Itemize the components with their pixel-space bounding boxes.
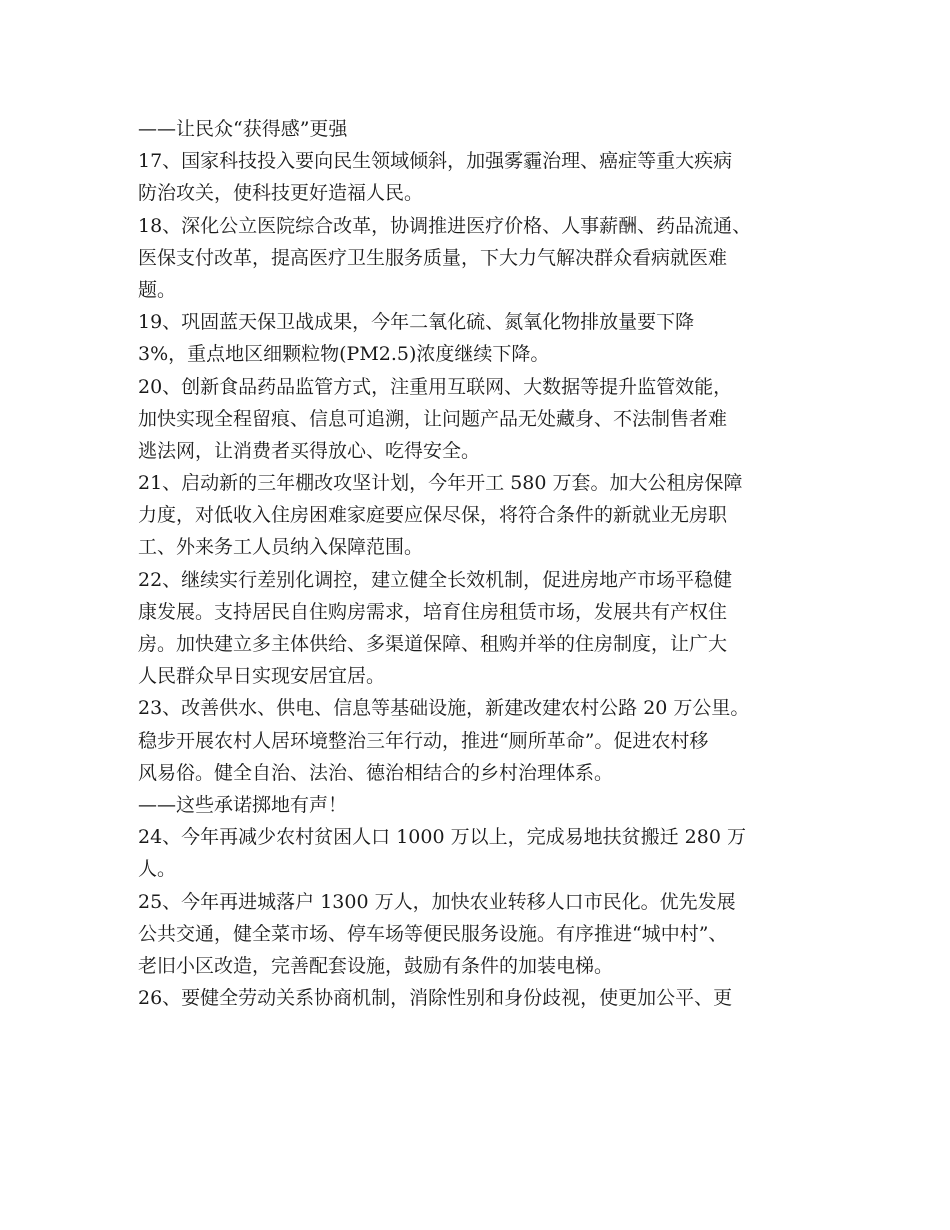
text-line: 公共交通，健全菜市场、停车场等便民服务设施。有序推进“城中村”、 (138, 922, 728, 945)
text-line: 工、外来务工人员纳入保障范围。 (138, 536, 424, 559)
text-line: 23、改善供水、供电、信息等基础设施，新建改建农村公路 20 万公里。 (138, 697, 750, 720)
text-line: 稳步开展农村人居环境整治三年行动，推进“厕所革命”。促进农村移 (138, 729, 709, 752)
text-line: 康发展。支持居民自住购房需求，培育住房租赁市场，发展共有产权住 (138, 600, 728, 623)
text-line: 19、巩固蓝天保卫战成果，今年二氧化硫、氮氧化物排放量要下降 (138, 311, 695, 334)
text-line: 25、今年再进城落户 1300 万人，加快农业转移人口市民化。优先发展 (138, 890, 736, 913)
text-line: 20、创新食品药品监管方式，注重用互联网、大数据等提升监管效能， (138, 375, 733, 398)
text-line: 22、继续实行差别化调控，建立健全长效机制，促进房地产市场平稳健 (138, 568, 733, 591)
text-line: 防治攻关，使科技更好造福人民。 (138, 182, 424, 205)
text-line: 24、今年再减少农村贫困人口 1000 万以上，完成易地扶贫搬迁 280 万 (138, 826, 746, 849)
section-heading: ——让民众“获得感”更强 (138, 118, 348, 140)
text-line: 老旧小区改造，完善配套设施，鼓励有条件的加装电梯。 (138, 954, 614, 977)
text-line: 逃法网，让消费者买得放心、吃得安全。 (138, 439, 481, 462)
text-line: 18、深化公立医院综合改革，协调推进医疗价格、人事薪酬、药品流通、 (138, 214, 752, 237)
section-heading: ——这些承诺掷地有声！ (138, 793, 348, 816)
text-line: 房。加快建立多主体供给、多渠道保障、租购并举的住房制度，让广大 (138, 633, 728, 655)
text-line: 3%，重点地区细颗粒物(PM2.5)浓度继续下降。 (138, 343, 550, 366)
document-page (138, 113, 818, 1014)
text-line: 加快实现全程留痕、信息可追溯，让问题产品无处藏身、不法制售者难 (138, 407, 728, 430)
text-line: 21、启动新的三年棚改攻坚计划，今年开工 580 万套。加大公租房保障 (138, 472, 743, 495)
text-line: 医保支付改革，提高医疗卫生服务质量，下大力气解决群众看病就医难 (138, 246, 728, 269)
text-line: 力度，对低收入住房困难家庭要应保尽保，将符合条件的新就业无房职 (138, 504, 728, 527)
text-line: 17、国家科技投入要向民生领域倾斜，加强雾霾治理、癌症等重大疾病 (138, 150, 733, 173)
text-line: 26、要健全劳动关系协商机制，消除性别和身份歧视，使更加公平、更 (138, 987, 733, 1010)
text-line: 风易俗。健全自治、法治、德治相结合的乡村治理体系。 (138, 761, 614, 784)
text-line: 人。 (138, 858, 177, 881)
text-line: 人民群众早日实现安居宜居。 (138, 665, 386, 688)
text-line: 题。 (138, 278, 177, 301)
